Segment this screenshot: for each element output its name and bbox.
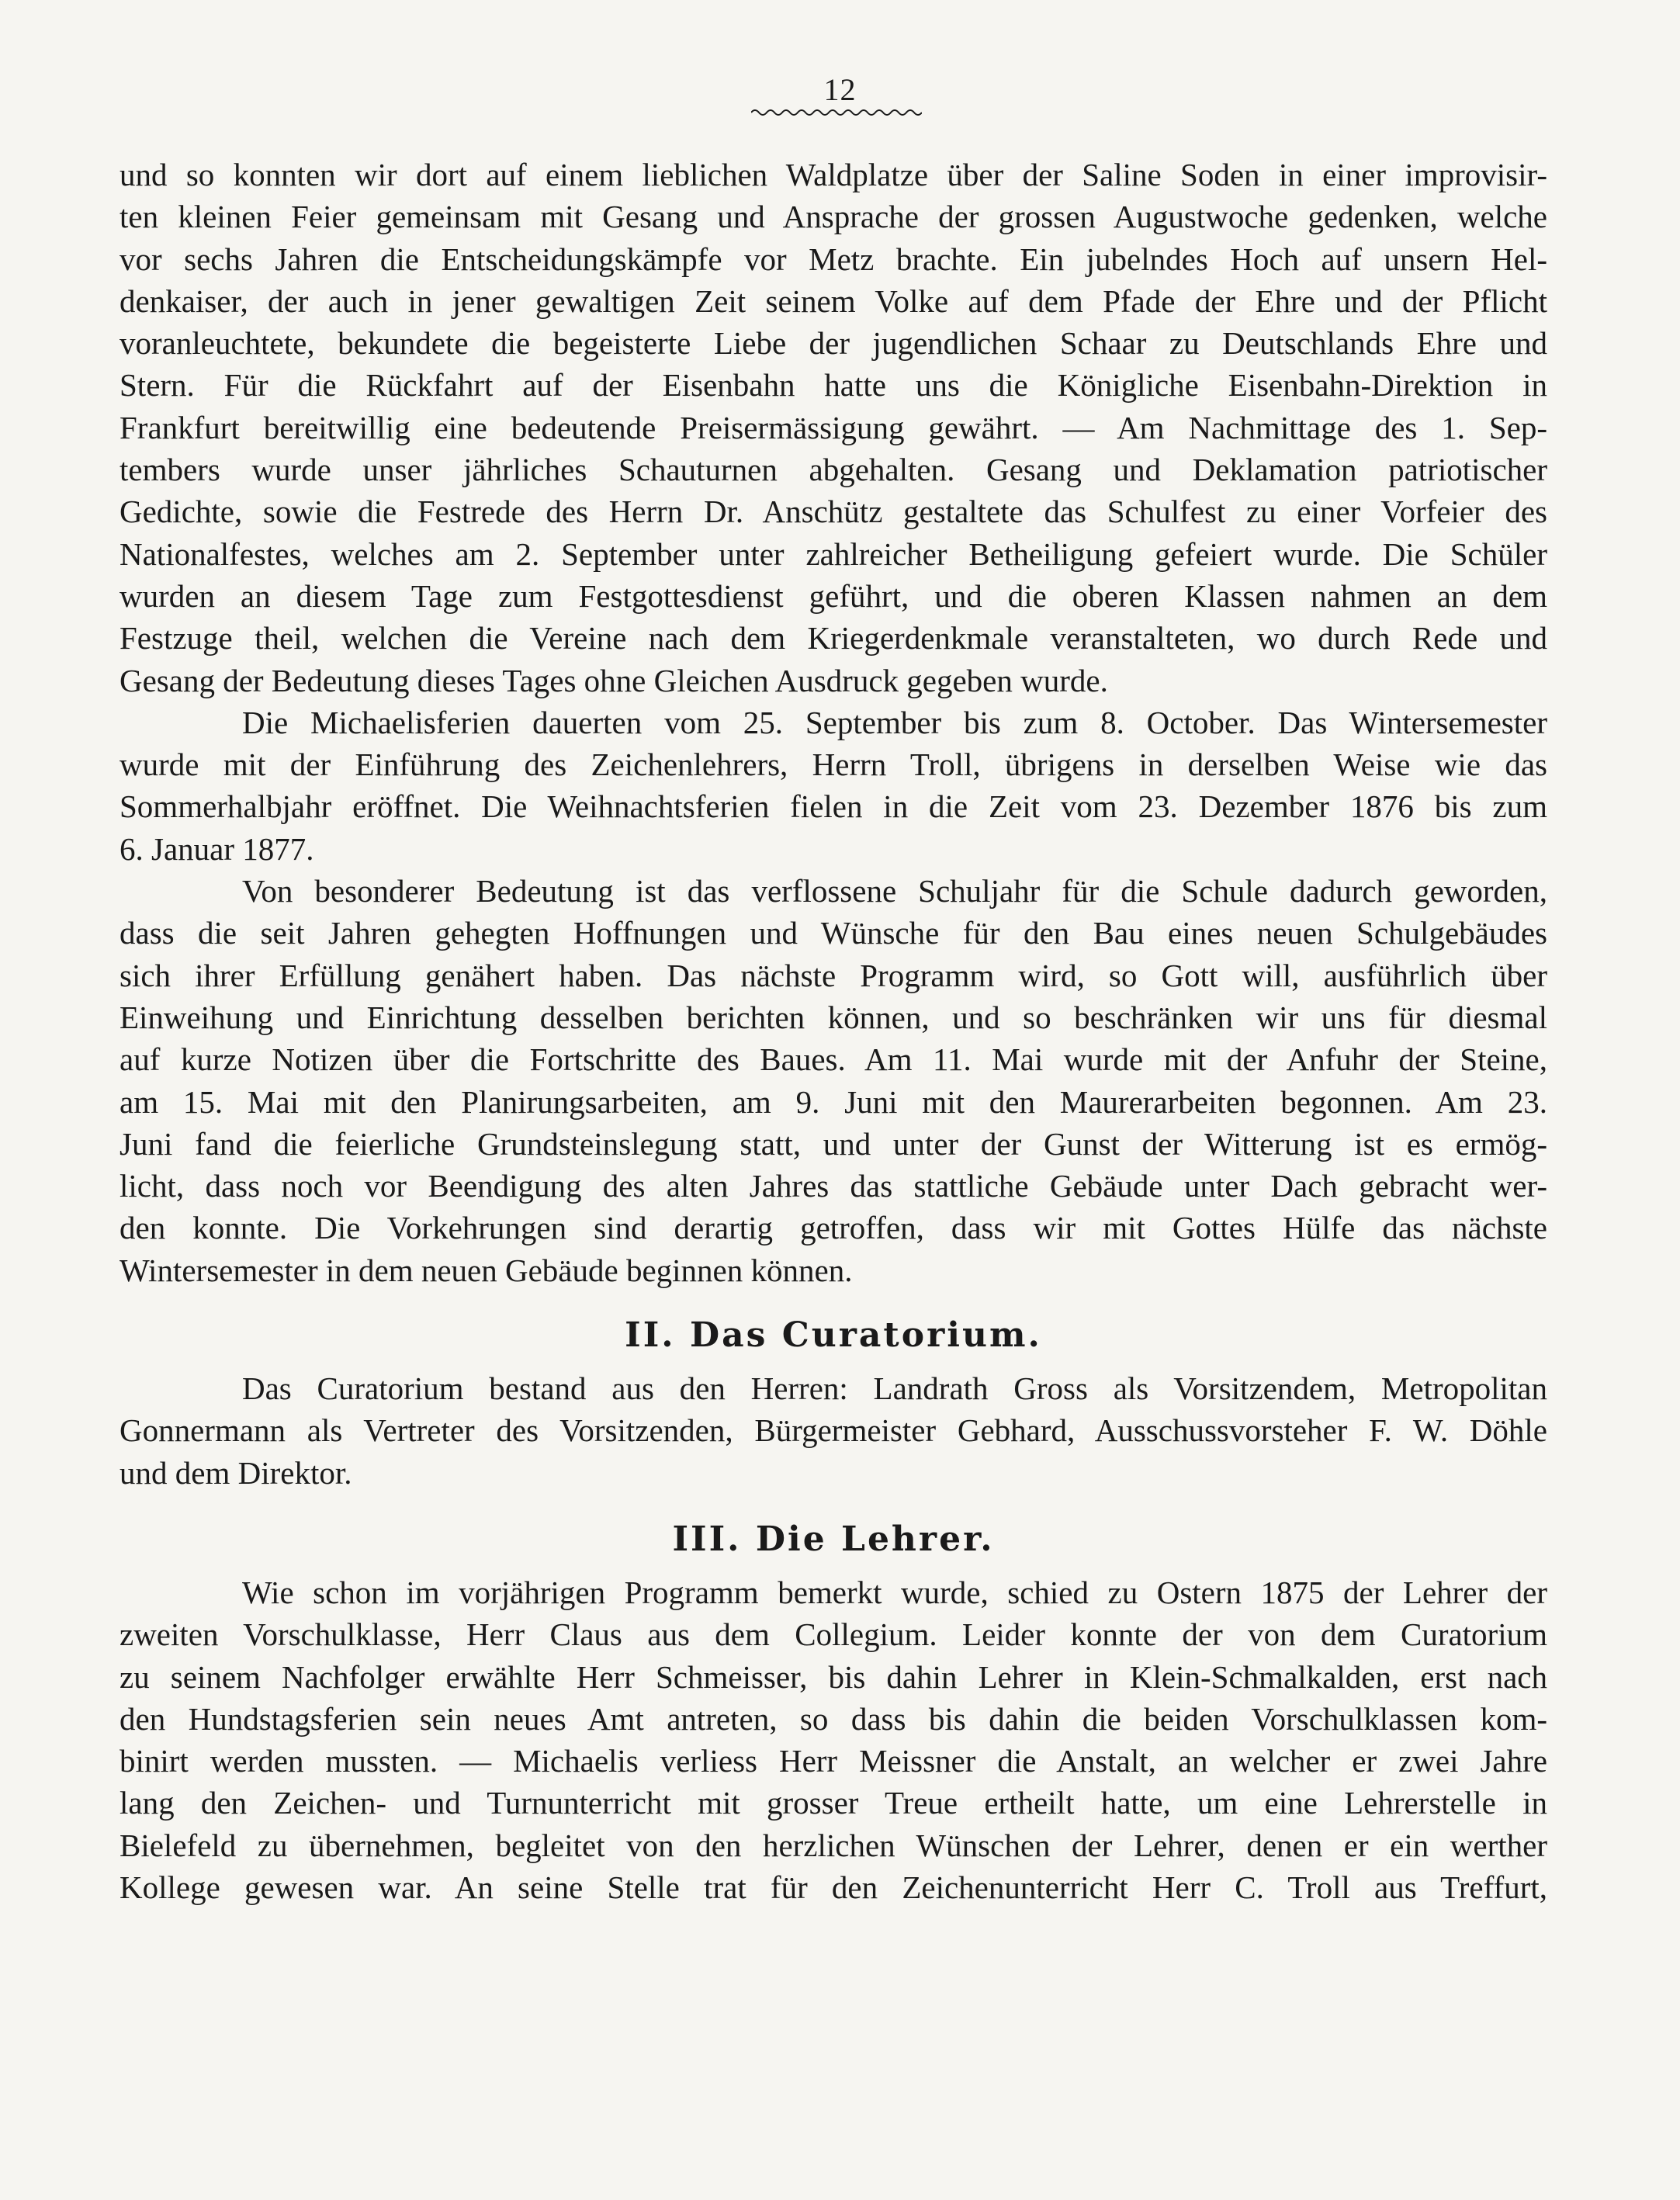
text-line: Gedichte, sowie die Festrede des Herrn Dr. Anschütz gestaltete das Schulfest zu einer Vorfeier des [120,494,1547,530]
text-line: Gonnermann als Vertreter des Vorsitzenden, Bürgermeister Gebhard, Ausschussvorsteher F. W. Döhle [120,1412,1547,1449]
paragraph-curatorium [120,1367,1547,1494]
text-line: licht, dass noch vor Beendigung des alten Jahres das stattliche Gebäude unter Dach gebracht wer- [120,1168,1547,1204]
text-line: und dem Direktor. [120,1454,352,1491]
text-line: Stern. Für die Rückfahrt auf der Eisenbahn hatte uns die Königliche Eisenbahn-Direktion in [120,367,1547,404]
text-line: lang den Zeichen- und Turnunterricht mit grosser Treue ertheilt hatte, um eine Lehrerstelle in [120,1785,1547,1821]
text-line: auf kurze Notizen über die Fortschritte des Baues. Am 11. Mai wurde mit der Anfuhr der Steine, [120,1041,1547,1078]
text-line: wurde mit der Einführung des Zeichenlehrers, Herrn Troll, übrigens in derselben Weise wie das [120,747,1547,783]
text-line: Einweihung und Einrichtung desselben berichten können, und so beschränken wir uns für diesmal [120,999,1547,1035]
section-heading-curatorium: II. Das Curatorium. [625,1315,1042,1356]
text-line: Die Michaelisferien dauerten vom 25. September bis zum 8. October. Das Wintersemester [242,704,1547,740]
text-line: ten kleinen Feier gemeinsam mit Gesang und Ansprache der grossen Augustwoche gedenken, welche [120,199,1547,235]
text-line: Wie schon im vorjährigen Programm bemerkt wurde, schied zu Ostern 1875 der Lehrer der [242,1574,1547,1610]
page-number-ornament [751,107,922,118]
text-line: vor sechs Jahren die Entscheidungskämpfe vor Metz brachte. Ein jubelndes Hoch auf unsern Hel- [120,241,1547,277]
text-line: Sommerhalbjahr eröffnet. Die Weihnachtsferien fielen in die Zeit vom 23. Dezember 1876 bis zum [120,788,1547,825]
text-line: Wintersemester in dem neuen Gebäude beginnen können. [120,1252,853,1288]
text-line: Juni fand die feierliche Grundsteinslegung statt, und unter der Gunst der Witterung ist es ermög- [120,1125,1547,1162]
text-line: Kollege gewesen war. An seine Stelle trat für den Zeichenunterricht Herr C. Troll aus Treffurt, [120,1869,1547,1905]
text-line: Festzuge theil, welchen die Vereine nach dem Kriegerdenkmale veranstalteten, wo durch Rede und [120,620,1547,657]
text-line: Von besonderer Bedeutung ist das verflossene Schuljahr für die Schule dadurch geworden, [242,873,1547,909]
text-line: zu seinem Nachfolger erwählte Herr Schmeisser, bis dahin Lehrer in Klein-Schmalkalden, erst nach [120,1658,1547,1695]
text-line: voranleuchtete, bekundete die begeisterte Liebe der jugendlichen Schaar zu Deutschlands Ehre und [120,325,1547,362]
text-line: Nationalfestes, welches am 2. September unter zahlreicher Betheiligung gefeiert wurde. Die Schüler [120,535,1547,572]
paragraph-lehrer [120,1571,1547,1908]
section-heading-lehrer: III. Die Lehrer. [672,1519,995,1559]
text-line: den konnte. Die Vorkehrungen sind derartig getroffen, dass wir mit Gottes Hülfe das nächste [120,1210,1547,1246]
text-line: zweiten Vorschulklasse, Herr Claus aus dem Collegium. Leider konnte der von dem Curatorium [120,1616,1547,1653]
text-line: denkaiser, der auch in jener gewaltigen Zeit seinem Volke auf dem Pfade der Ehre und der Pflicht [120,282,1547,319]
text-line: dass die seit Jahren gehegten Hoffnungen und Wünsche für den Bau eines neuen Schulgebäudes [120,915,1547,951]
text-line: am 15. Mai mit den Planirungsarbeiten, am 9. Juni mit den Maurerarbeiten begonnen. Am 23. [120,1083,1547,1120]
paragraph-3 [120,870,1547,1291]
page-number: 12 [823,72,857,107]
text-line: sich ihrer Erfüllung genähert haben. Das nächste Programm wird, so Gott will, ausführlich über [120,957,1547,993]
text-line: Frankfurt bereitwillig eine bedeutende Preisermässigung gewährt. — Am Nachmittage des 1. Sep- [120,409,1547,445]
text-line: tembers wurde unser jährliches Schauturnen abgehalten. Gesang und Deklamation patriotischer [120,452,1547,488]
text-line: Bielefeld zu übernehmen, begleitet von den herzlichen Wünschen der Lehrer, denen er ein werther [120,1827,1547,1863]
text-line: wurden an diesem Tage zum Festgottesdienst geführt, und die oberen Klassen nahmen an dem [120,577,1547,614]
text-line: Gesang der Bedeutung dieses Tages ohne Gleichen Ausdruck gegeben wurde. [120,662,1108,698]
paragraph-2 [120,702,1547,870]
paragraph-1 [120,154,1547,702]
text-line: binirt werden mussten. — Michaelis verliess Herr Meissner die Anstalt, an welcher er zwei Jahre [120,1743,1547,1779]
text-line: 6. Januar 1877. [120,830,314,867]
body-text [120,154,1547,1908]
text-line: und so konnten wir dort auf einem lieblichen Waldplatze über der Saline Soden in einer improvisir- [120,157,1547,192]
text-line: den Hundstagsferien sein neues Amt antreten, so dass bis dahin die beiden Vorschulklassen kom- [120,1700,1547,1737]
text-line: Das Curatorium bestand aus den Herren: Landrath Gross als Vorsitzendem, Metropolitan [242,1370,1547,1407]
